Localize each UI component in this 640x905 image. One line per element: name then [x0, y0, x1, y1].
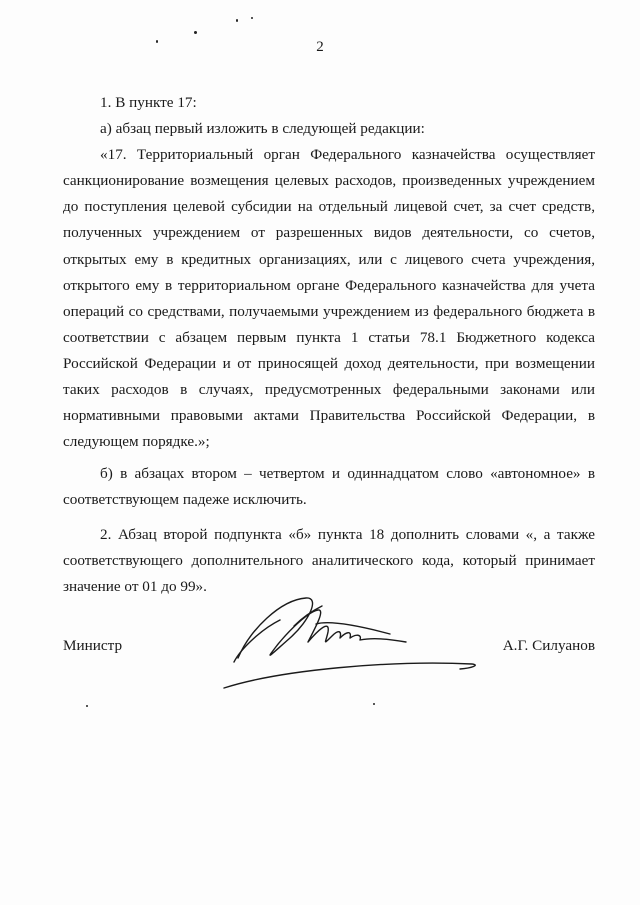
paragraph-item-2: 2. Абзац второй подпункта «б» пункта 18 дополнить словами «, а также соответствующего дополнительного аналитического кода, который принимает значение от 01 до 99».	[63, 525, 595, 595]
signer-title: Министр	[63, 637, 123, 654]
scan-speck	[251, 17, 253, 19]
paragraph-quoted-17: «17. Территориальный орган Федерального казначейства осуществляет санкционирование возмещения целевых расходов, произведенных учреждением до поступления целевой субсидии на отдельный лицевой счет, за счет средств, полученных учреждением от разрешенных видов деятельности, со счетов, открытых ему в кредитных организациях, или с лицевого счета учреждения, открытого ему в территориальном органе Федерального казначейства для учета операций со средствами, получаемыми учреждением из федерального бюджета в соответствии с абзацем первым пункта 1 статьи 78.1 Бюджетного кодекса Российской Федерации и от приносящей доход деятельности, при возмещении таких расходов в случаях, предусмотренных федеральными законами или нормативными правовыми актами Правительства Российской Федерации, в следующем порядке.»;	[63, 146, 595, 451]
page-number: 2	[316, 39, 324, 55]
scan-speck	[86, 705, 88, 707]
document-body	[63, 90, 595, 600]
paragraph-item-1: 1. В пункте 17:	[100, 94, 197, 111]
scan-speck	[373, 703, 375, 705]
scan-speck	[236, 19, 238, 22]
scan-speck	[194, 31, 197, 34]
paragraph-subitem-b: б) в абзацах втором – четвертом и одиннадцатом слово «автономное» в соответствующем падеже исключить.	[63, 465, 595, 509]
handwritten-signature	[210, 590, 500, 700]
signer-name: А.Г. Силуанов	[502, 637, 595, 654]
paragraph-subitem-a: а) абзац первый изложить в следующей редакции:	[100, 120, 425, 138]
